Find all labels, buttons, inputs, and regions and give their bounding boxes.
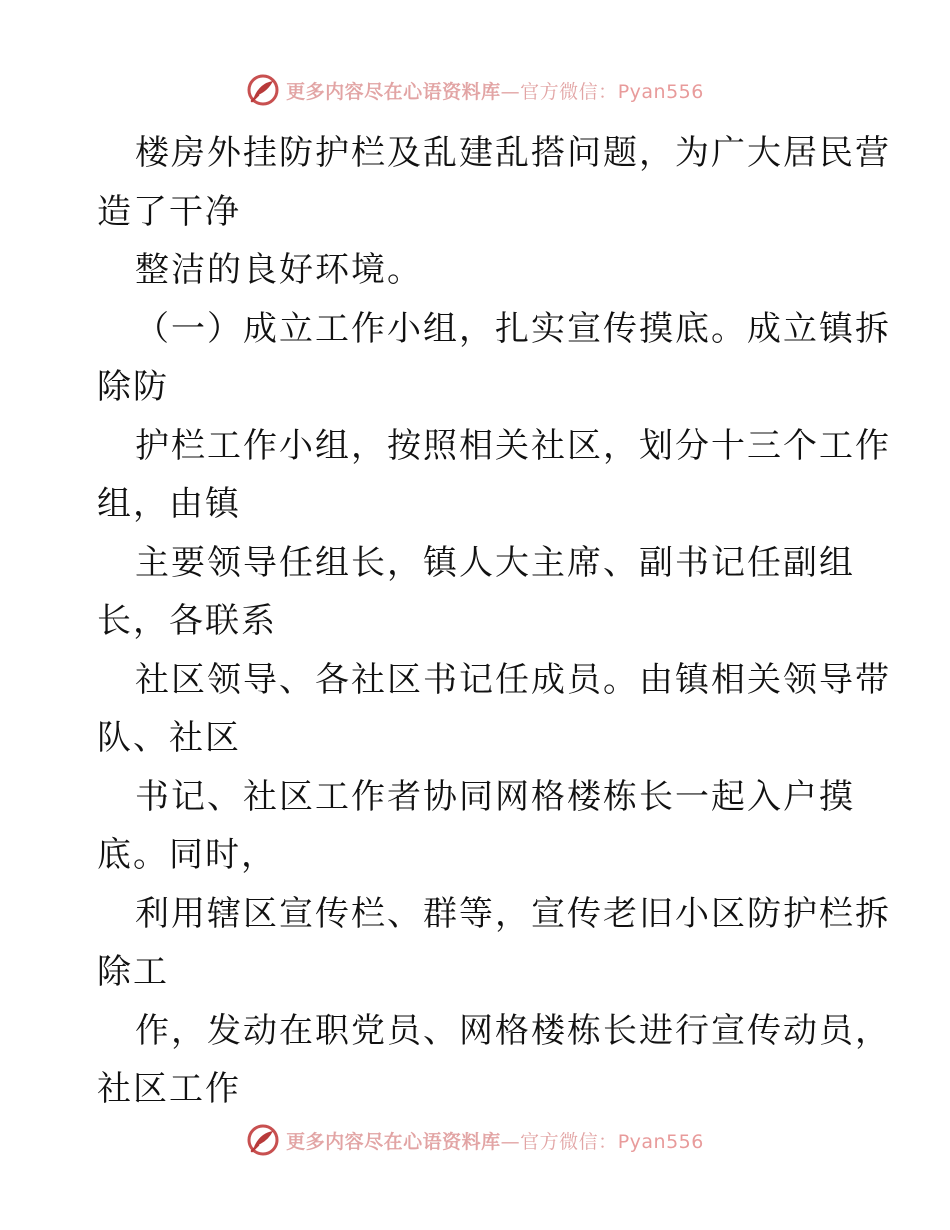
text-line: 除防: [97, 367, 169, 407]
watermark-wechat-id: Pyan556: [617, 1130, 704, 1153]
watermark-text: [286, 1127, 704, 1154]
text-line: 护栏工作小组，按照相关社区，划分十三个工作: [135, 425, 891, 466]
text-line: 书记、社区工作者协同网格楼栋长一起入户摸: [135, 776, 855, 817]
text-line: 作，发动在职党员、网格楼栋长进行宣传动员，: [135, 1010, 891, 1051]
text-line: 除工: [97, 952, 169, 992]
watermark-separator: —: [500, 1130, 521, 1153]
text-line: 社区工作: [97, 1069, 241, 1109]
text-line: 社区领导、各社区书记任成员。由镇相关领导带: [135, 659, 891, 700]
watermark-wechat-label: 官方微信：: [520, 80, 618, 103]
text-line: 队、社区: [97, 718, 241, 758]
watermark-wechat-id: Pyan556: [617, 80, 704, 103]
text-line: 长，各联系: [97, 601, 277, 641]
footer-watermark: [0, 1120, 950, 1160]
text-line: 主要领导任组长，镇人大主席、副书记任副组: [135, 542, 855, 583]
watermark-wechat-label: 官方微信：: [520, 1130, 618, 1153]
watermark-site: 更多内容尽在心语资料库: [286, 80, 501, 103]
watermark-site: 更多内容尽在心语资料库: [286, 1130, 501, 1153]
text-line: 造了干净: [97, 191, 241, 232]
header-watermark: [0, 70, 950, 110]
text-line: 整洁的良好环境。: [135, 250, 423, 290]
text-line: 底。同时，: [97, 835, 277, 875]
text-line: 利用辖区宣传栏、群等，宣传老旧小区防护栏拆: [135, 893, 891, 934]
text-line: （一）成立工作小组，扎实宣传摸底。成立镇拆: [135, 308, 891, 349]
pen-logo-icon: [246, 1123, 280, 1157]
watermark-separator: —: [500, 80, 521, 103]
pen-logo-icon: [246, 73, 280, 107]
text-line: 组，由镇: [97, 484, 241, 524]
document-body: [97, 124, 891, 1119]
watermark-text: [286, 77, 704, 104]
text-line: 楼房外挂防护栏及乱建乱搭问题，为广大居民营: [135, 133, 891, 173]
